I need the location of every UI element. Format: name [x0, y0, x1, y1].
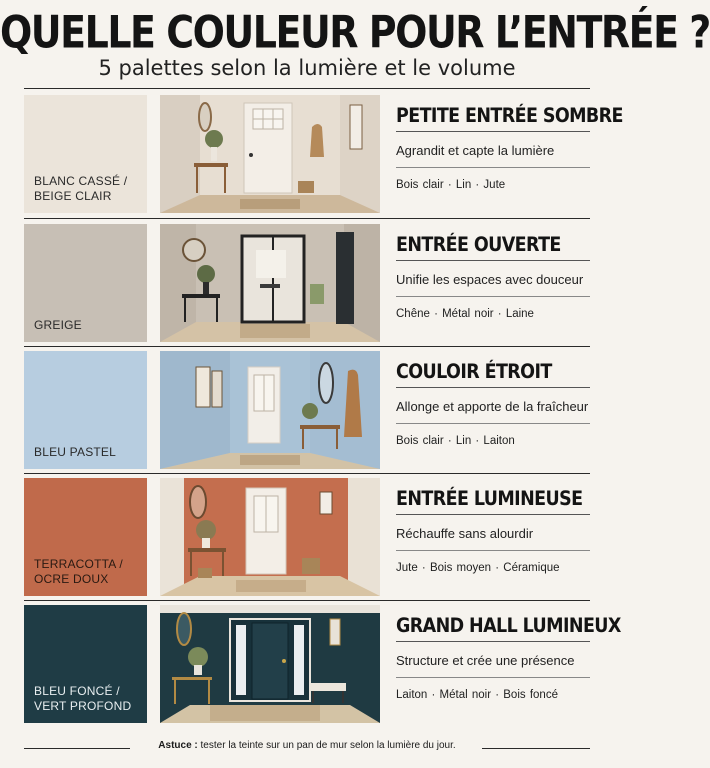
palette-heading: GRAND HALL LUMINEUX	[396, 615, 621, 638]
entryway-photo	[160, 351, 380, 469]
palette-row-entree-lumineuse	[24, 478, 590, 598]
palette-row-couloir-etroit	[24, 351, 590, 471]
entryway-photo	[160, 478, 380, 596]
tip-text: tester la teinte sur un pan de mur selon la lumière du jour.	[200, 740, 456, 751]
footer-tip	[0, 740, 614, 751]
palette-materials: Chêne · Métal noir · Laine	[396, 308, 534, 320]
page-title: QUELLE COULEUR POUR L’ENTRÉE ?	[0, 6, 710, 58]
palette-description: Agrandit et capte la lumière	[396, 143, 555, 158]
heading-divider	[396, 514, 590, 515]
description-divider	[396, 296, 590, 297]
description-divider	[396, 167, 590, 168]
swatch-label: BLANC CASSÉ / BEIGE CLAIR	[34, 174, 128, 203]
color-swatch	[24, 95, 147, 213]
row-divider	[24, 346, 590, 347]
swatch-label: BLEU FONCÉ / VERT PROFOND	[34, 684, 132, 713]
entryway-photo	[160, 95, 380, 213]
palette-heading: ENTRÉE LUMINEUSE	[396, 488, 583, 511]
palette-row-grand-hall	[24, 605, 621, 725]
palette-row-petite-entree	[24, 95, 623, 215]
swatch-label: GREIGE	[34, 318, 82, 332]
description-divider	[396, 423, 590, 424]
color-swatch	[24, 478, 147, 596]
tip-label: Astuce :	[158, 740, 198, 751]
palette-heading: COULOIR ÉTROIT	[396, 361, 552, 384]
description-divider	[396, 677, 590, 678]
row-divider	[24, 600, 590, 601]
color-swatch	[24, 605, 147, 723]
entryway-photo	[160, 224, 380, 342]
palette-info	[396, 478, 590, 596]
top-divider	[24, 88, 590, 89]
palette-materials: Jute · Bois moyen · Céramique	[396, 562, 560, 574]
palette-materials: Laiton · Métal noir · Bois foncé	[396, 689, 558, 701]
heading-divider	[396, 641, 590, 642]
palette-info	[396, 351, 590, 469]
palette-description: Structure et crée une présence	[396, 653, 575, 668]
heading-divider	[396, 260, 590, 261]
heading-divider	[396, 387, 590, 388]
palette-description: Allonge et apporte de la fraîcheur	[396, 399, 589, 414]
description-divider	[396, 550, 590, 551]
palette-materials: Bois clair · Lin · Jute	[396, 179, 506, 191]
palette-description: Unifie les espaces avec douceur	[396, 272, 584, 287]
row-divider	[24, 473, 590, 474]
row-divider	[24, 218, 590, 219]
palette-description: Réchauffe sans alourdir	[396, 526, 534, 541]
entryway-photo	[160, 605, 380, 723]
palette-info	[396, 95, 623, 213]
palette-heading: PETITE ENTRÉE SOMBRE	[396, 105, 623, 128]
heading-divider	[396, 131, 590, 132]
color-swatch	[24, 351, 147, 469]
palette-info	[396, 605, 621, 723]
palette-heading: ENTRÉE OUVERTE	[396, 234, 561, 257]
palette-info	[396, 224, 590, 342]
palette-row-entree-ouverte	[24, 224, 590, 344]
swatch-label: TERRACOTTA / OCRE DOUX	[34, 557, 123, 586]
color-swatch	[24, 224, 147, 342]
swatch-label: BLEU PASTEL	[34, 445, 117, 459]
page-subtitle: 5 palettes selon la lumière et le volume	[98, 56, 516, 80]
palette-materials: Bois clair · Lin · Laiton	[396, 435, 515, 447]
